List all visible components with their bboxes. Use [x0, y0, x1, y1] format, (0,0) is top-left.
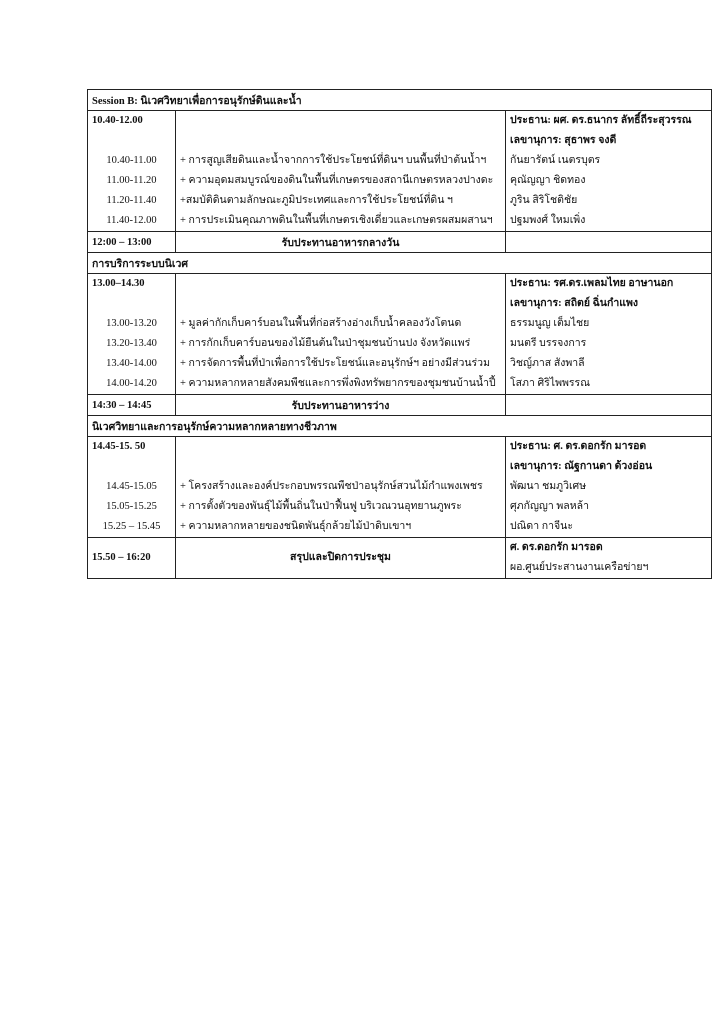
item-time: 14.00-14.20 [106, 378, 157, 389]
ecosystem-header [88, 253, 712, 274]
session-b-header [88, 90, 712, 111]
item-time: 15.05-15.25 [106, 501, 157, 512]
item-topic: + การกักเก็บคาร์บอนของไม้ยืนต้นในป่าชุมชนบ้านปง จังหวัดแพร่ [180, 338, 471, 349]
item-topic: + โครงสร้างและองค์ประกอบพรรณพืชป่าอนุรักษ์สวนไม้กำแพงเพชร [180, 481, 483, 492]
item-topic: + การตั้งตัวของพันธุ์ไม้พื้นถิ่นในป่าฟื้นฟู บริเวณวนอุทยานภูพระ [180, 501, 462, 512]
item-time: 11.00-11.20 [106, 175, 157, 186]
session-secretary: เลขานุการ: ณัฐกานดา ด้วงอ่อน [510, 461, 653, 472]
session-b-block [88, 111, 712, 232]
ecosystem-block [88, 274, 712, 395]
item-topic: + ความอุดมสมบูรณ์ของดินในพื้นที่เกษตรของสถานีเกษตรหลวงปางดะ [180, 175, 494, 186]
item-time: 15.25 – 15.45 [102, 521, 161, 532]
biodiversity-block [88, 437, 712, 538]
item-time: 11.20-11.40 [106, 195, 157, 206]
closing-person: ศ. ดร.ดอกรัก มารอด [510, 542, 603, 553]
item-speaker: คุณัญญา ชิดทอง [510, 175, 586, 186]
biodiversity-header [88, 416, 712, 437]
item-time: 14.45-15.05 [106, 481, 157, 492]
item-speaker: ธรรมนูญ เต็มไชย [510, 318, 590, 329]
item-time: 10.40-11.00 [106, 155, 157, 166]
item-speaker: ปณิดา กาจีนะ [510, 521, 573, 532]
ecosystem-title: การบริการระบบนิเวศ [88, 253, 712, 274]
session-chair: ประธาน: ผศ. ดร.ธนากร ลัทธิ์ถีระสุวรรณ [510, 115, 692, 126]
closing-row [88, 538, 712, 579]
lunch-time: 12:00 – 13:00 [88, 232, 176, 253]
item-topic: + การจัดการพื้นที่ป่าเพื่อการใช้ประโยชน์และอนุรักษ์ฯ อย่างมีส่วนร่วม [180, 358, 490, 369]
item-speaker: มนตรี บรรจงการ [510, 338, 587, 349]
session-secretary: เลขานุการ: สุธาพร จงดี [510, 135, 617, 146]
biodiversity-title: นิเวศวิทยาและการอนุรักษ์ความหลากหลายทางชีวภาพ [88, 416, 712, 437]
closing-role: ผอ.ศูนย์ประสานงานเครือข่ายฯ [510, 562, 649, 573]
item-speaker: ศุภกัญญา พลหล้า [510, 501, 589, 512]
break-time: 14:30 – 14:45 [88, 395, 176, 416]
biodiversity-time: 14.45-15. 50 [92, 441, 146, 452]
item-time: 11.40-12.00 [106, 215, 157, 226]
item-speaker: ปฐมพงศ์ ใหมเพิ่ง [510, 215, 586, 226]
session-secretary: เลขานุการ: สถิตย์ ฉิ่นกำแพง [510, 298, 639, 309]
item-time: 13.40-14.00 [106, 358, 157, 369]
session-chair: ประธาน: รศ.ดร.เพลมไทย อาษานอก [510, 278, 674, 289]
item-topic: + การประเมินคุณภาพดินในพื้นที่เกษตรเชิงเดี่ยวและเกษตรผสมผสานฯ [180, 215, 493, 226]
closing-time: 15.50 – 16:20 [92, 552, 151, 563]
item-topic: + การสูญเสียดินและน้ำจากการใช้ประโยชน์ที่ดินฯ บนพื้นที่ป่าต้นน้ำฯ [180, 155, 487, 166]
session-b-title: Session B: นิเวศวิทยาเพื่อการอนุรักษ์ดินและน้ำ [88, 90, 712, 111]
item-topic: + มูลค่ากักเก็บคาร์บอนในพื้นที่ก่อสร้างอ่างเก็บน้ำคลองวังโตนด [180, 318, 462, 329]
item-speaker: กันยารัตน์ เนตรบุตร [510, 155, 601, 166]
break-row [88, 395, 712, 416]
break-label: รับประทานอาหารว่าง [176, 395, 506, 416]
item-topic: +สมบัติดินตามลักษณะภูมิประเทศและการใช้ประโยชน์ที่ดิน ฯ [180, 195, 453, 206]
item-time: 13.20-13.40 [106, 338, 157, 349]
item-speaker: ภูริน สิริโชติชัย [510, 195, 578, 206]
item-topic: + ความหลากหลายสังคมพืชและการพึ่งพิงทรัพยากรของชุมชนบ้านน้ำปี้ [180, 378, 496, 389]
item-time: 13.00-13.20 [106, 318, 157, 329]
item-speaker: พัฒนา ชมภูวิเศษ [510, 481, 587, 492]
closing-label: สรุปและปิดการประชุม [290, 552, 391, 563]
item-speaker: วิชญ์ภาส สังพาลี [510, 358, 585, 369]
lunch-label: รับประทานอาหารกลางวัน [176, 232, 506, 253]
session-chair: ประธาน: ศ. ดร.ดอกรัก มารอด [510, 441, 647, 452]
schedule-table [87, 89, 712, 579]
lunch-row [88, 232, 712, 253]
ecosystem-time: 13.00–14.30 [92, 278, 145, 289]
item-topic: + ความหลากหลายของชนิดพันธุ์กล้วยไม้ป่าดิบเขาฯ [180, 521, 412, 532]
item-speaker: โสภา ศิริไพพรรณ [510, 378, 590, 389]
session-b-time: 10.40-12.00 [92, 115, 143, 126]
